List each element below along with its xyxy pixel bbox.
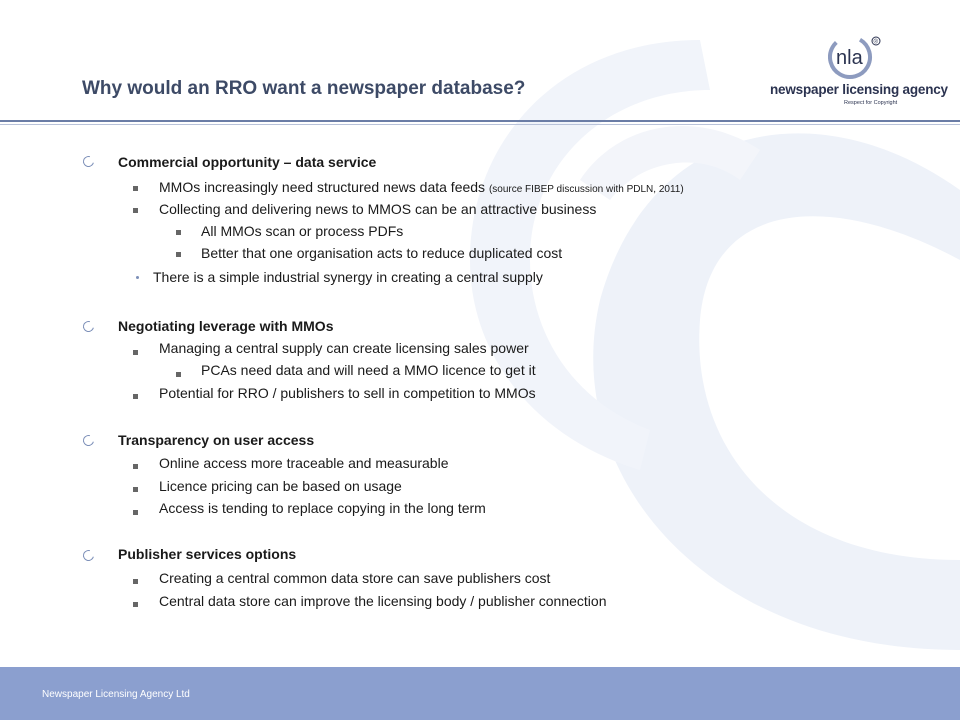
list-item — [159, 179, 684, 195]
logo-tagline: Respect for Copyright — [844, 100, 898, 106]
square-bullet-icon — [176, 252, 181, 257]
page-title: Why would an RRO want a newspaper database? — [82, 78, 526, 99]
square-bullet-icon — [133, 602, 138, 607]
square-bullet-icon — [176, 230, 181, 235]
square-bullet-icon — [133, 208, 138, 213]
footer-text: Newspaper Licensing Agency Ltd — [42, 689, 190, 700]
square-bullet-icon — [133, 510, 138, 515]
nla-logo-mark-icon — [828, 32, 888, 82]
logo-name: newspaper licensing agency — [770, 82, 948, 97]
square-bullet-icon — [133, 487, 138, 492]
list-item: Better that one organisation acts to reduce duplicated cost — [201, 245, 563, 261]
source-note: (source FIBEP discussion with PDLN, 2011) — [488, 184, 684, 195]
list-item-text: MMOs increasingly need structured news data feeds — [159, 179, 486, 195]
list-item: Licence pricing can be based on usage — [159, 478, 402, 494]
square-bullet-icon — [176, 372, 181, 377]
square-bullet-icon — [133, 186, 138, 191]
list-item: Potential for RRO / publishers to sell in competition to MMOs — [159, 385, 536, 401]
nla-logo-mark-text: nla — [836, 47, 863, 69]
title-rule-thin — [0, 124, 960, 125]
list-item: Online access more traceable and measurable — [159, 455, 449, 471]
list-item: Collecting and delivering news to MMOS can be an attractive business — [159, 201, 597, 217]
list-item: All MMOs scan or process PDFs — [201, 223, 404, 239]
footer-bar — [0, 667, 960, 720]
dot-bullet-icon — [136, 276, 139, 279]
list-item: Central data store can improve the licensing body / publisher connection — [159, 593, 607, 609]
list-item: PCAs need data and will need a MMO licence to get it — [201, 362, 536, 378]
square-bullet-icon — [133, 350, 138, 355]
section-heading: Transparency on user access — [118, 432, 315, 448]
square-bullet-icon — [133, 394, 138, 399]
list-item: There is a simple industrial synergy in creating a central supply — [153, 269, 543, 285]
square-bullet-icon — [133, 579, 138, 584]
square-bullet-icon — [133, 464, 138, 469]
section-heading: Commercial opportunity – data service — [118, 154, 377, 170]
registered-mark: ® — [873, 39, 878, 46]
section-heading: Negotiating leverage with MMOs — [118, 318, 334, 334]
nla-logo — [770, 32, 948, 112]
section-heading: Publisher services options — [118, 546, 297, 562]
title-rule — [0, 120, 960, 122]
list-item: Access is tending to replace copying in the long term — [159, 500, 486, 516]
list-item: Managing a central supply can create licensing sales power — [159, 340, 529, 356]
list-item: Creating a central common data store can save publishers cost — [159, 570, 551, 586]
